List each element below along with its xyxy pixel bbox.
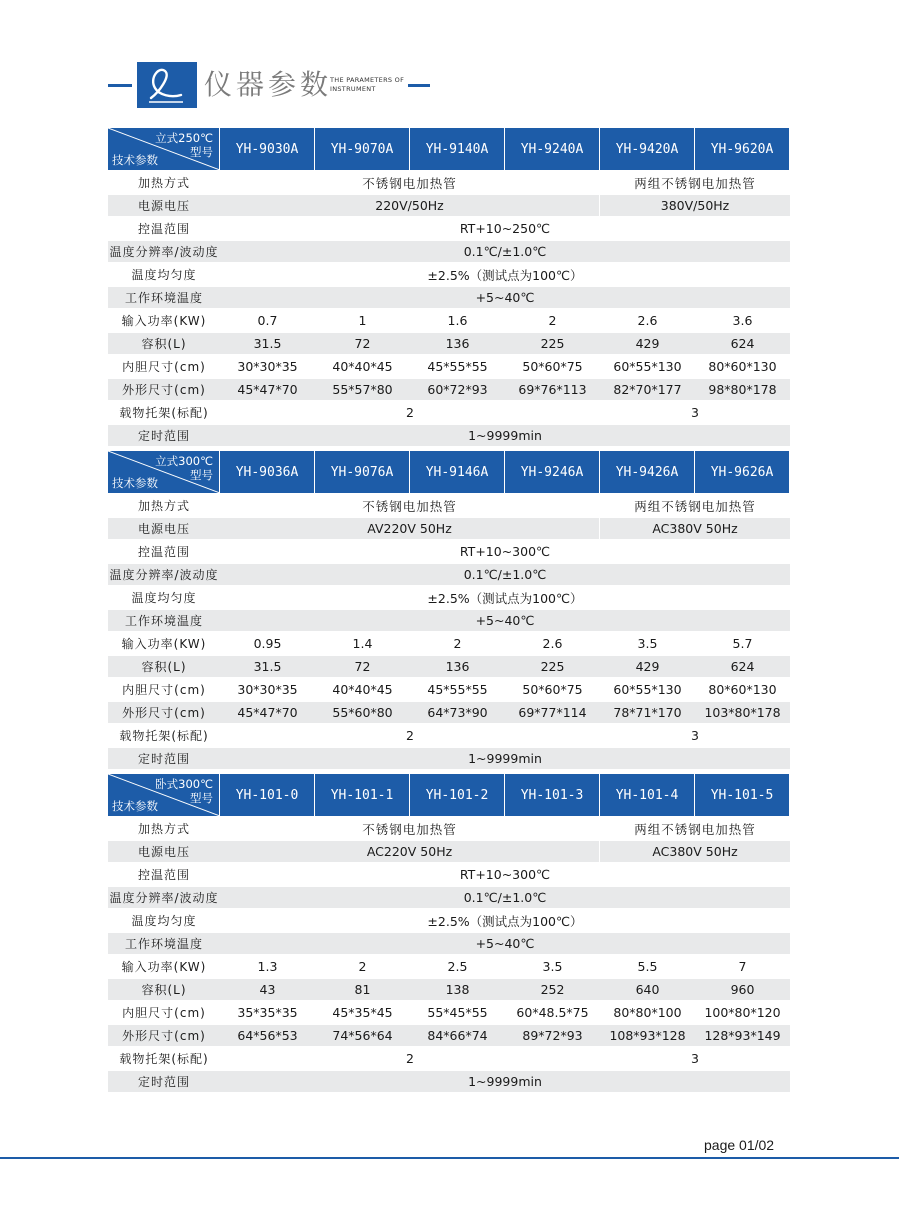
inner-value: 30*30*35 bbox=[220, 356, 315, 379]
power-value: 0.7 bbox=[220, 310, 315, 333]
uniformity-value: ±2.5%（测试点为100℃） bbox=[220, 264, 790, 287]
heating-value: 两组不锈钢电加热管 bbox=[600, 818, 790, 841]
inner-value: 60*55*130 bbox=[600, 679, 695, 702]
inner-value: 50*60*75 bbox=[505, 679, 600, 702]
spec-table bbox=[108, 451, 790, 771]
model-header: YH-9246A bbox=[505, 451, 600, 495]
table-row bbox=[108, 564, 790, 587]
row-label: 容积(L) bbox=[108, 333, 220, 356]
table-row bbox=[108, 264, 790, 287]
table-row bbox=[108, 702, 790, 725]
volume-value: 252 bbox=[505, 979, 600, 1002]
inner-value: 40*40*45 bbox=[315, 356, 410, 379]
model-header: YH-9620A bbox=[695, 128, 790, 172]
row-label: 电源电压 bbox=[108, 518, 220, 541]
row-label: 工作环境温度 bbox=[108, 610, 220, 633]
power-value: 5.5 bbox=[600, 956, 695, 979]
heating-value: 不锈钢电加热管 bbox=[220, 818, 600, 841]
row-label: 加热方式 bbox=[108, 818, 220, 841]
inner-value: 45*55*55 bbox=[410, 679, 505, 702]
model-header: YH-101-1 bbox=[315, 774, 410, 818]
param-label: 技术参数 bbox=[112, 153, 158, 167]
uniformity-value: ±2.5%（测试点为100℃） bbox=[220, 587, 790, 610]
table-row bbox=[108, 679, 790, 702]
outer-value: 60*72*93 bbox=[410, 379, 505, 402]
table-row bbox=[108, 610, 790, 633]
power-value: 2.5 bbox=[410, 956, 505, 979]
row-label: 温度分辨率/波动度 bbox=[108, 241, 220, 264]
volume-value: 960 bbox=[695, 979, 790, 1002]
model-header: YH-101-3 bbox=[505, 774, 600, 818]
resolution-value: 0.1℃/±1.0℃ bbox=[220, 887, 790, 910]
voltage-value: AV220V 50Hz bbox=[220, 518, 600, 541]
table-row bbox=[108, 1048, 790, 1071]
outer-value: 128*93*149 bbox=[695, 1025, 790, 1048]
row-label: 内胆尺寸(cm) bbox=[108, 1002, 220, 1025]
model-label: 型号 bbox=[190, 468, 213, 482]
table-row bbox=[108, 310, 790, 333]
timer-value: 1~9999min bbox=[220, 425, 790, 448]
model-header: YH-9240A bbox=[505, 128, 600, 172]
volume-value: 31.5 bbox=[220, 333, 315, 356]
timer-value: 1~9999min bbox=[220, 1071, 790, 1094]
table-row bbox=[108, 218, 790, 241]
table-row bbox=[108, 287, 790, 310]
outer-value: 82*70*177 bbox=[600, 379, 695, 402]
logo-icon bbox=[137, 62, 197, 108]
table-row bbox=[108, 725, 790, 748]
outer-value: 74*56*64 bbox=[315, 1025, 410, 1048]
row-label: 加热方式 bbox=[108, 172, 220, 195]
inner-value: 60*48.5*75 bbox=[505, 1002, 600, 1025]
table-row bbox=[108, 172, 790, 195]
outer-value: 69*76*113 bbox=[505, 379, 600, 402]
shelf-value: 2 bbox=[220, 402, 600, 425]
outer-value: 89*72*93 bbox=[505, 1025, 600, 1048]
volume-value: 72 bbox=[315, 333, 410, 356]
power-value: 2.6 bbox=[505, 633, 600, 656]
shelf-value: 3 bbox=[600, 402, 790, 425]
model-header: YH-9140A bbox=[410, 128, 505, 172]
power-value: 1.6 bbox=[410, 310, 505, 333]
table-row bbox=[108, 495, 790, 518]
table-row bbox=[108, 402, 790, 425]
volume-value: 225 bbox=[505, 333, 600, 356]
row-label: 输入功率(KW) bbox=[108, 633, 220, 656]
voltage-value: AC220V 50Hz bbox=[220, 841, 600, 864]
volume-value: 225 bbox=[505, 656, 600, 679]
outer-value: 45*47*70 bbox=[220, 379, 315, 402]
volume-value: 624 bbox=[695, 333, 790, 356]
model-header: YH-9036A bbox=[220, 451, 315, 495]
corner-cell bbox=[108, 451, 220, 495]
inner-value: 60*55*130 bbox=[600, 356, 695, 379]
row-label: 内胆尺寸(cm) bbox=[108, 356, 220, 379]
volume-value: 429 bbox=[600, 656, 695, 679]
model-header: YH-101-4 bbox=[600, 774, 695, 818]
table-row bbox=[108, 1002, 790, 1025]
oven-type-label: 卧式300℃ bbox=[155, 777, 213, 791]
power-value: 3.5 bbox=[600, 633, 695, 656]
temp-range-value: RT+10~250℃ bbox=[220, 218, 790, 241]
model-header: YH-9030A bbox=[220, 128, 315, 172]
power-value: 3.6 bbox=[695, 310, 790, 333]
table-row bbox=[108, 379, 790, 402]
outer-value: 78*71*170 bbox=[600, 702, 695, 725]
row-label: 外形尺寸(cm) bbox=[108, 702, 220, 725]
model-header: YH-9426A bbox=[600, 451, 695, 495]
page-header bbox=[0, 62, 899, 120]
model-header: YH-101-2 bbox=[410, 774, 505, 818]
inner-value: 55*45*55 bbox=[410, 1002, 505, 1025]
footer-rule bbox=[0, 1157, 899, 1159]
ambient-value: +5~40℃ bbox=[220, 933, 790, 956]
outer-value: 64*56*53 bbox=[220, 1025, 315, 1048]
inner-value: 80*80*100 bbox=[600, 1002, 695, 1025]
table-row bbox=[108, 818, 790, 841]
heating-value: 两组不锈钢电加热管 bbox=[600, 495, 790, 518]
inner-value: 35*35*35 bbox=[220, 1002, 315, 1025]
temp-range-value: RT+10~300℃ bbox=[220, 541, 790, 564]
corner-cell bbox=[108, 774, 220, 818]
outer-value: 55*60*80 bbox=[315, 702, 410, 725]
ambient-value: +5~40℃ bbox=[220, 610, 790, 633]
page-subtitle: THE PARAMETERS OF INSTRUMENT bbox=[330, 76, 405, 93]
row-label: 加热方式 bbox=[108, 495, 220, 518]
row-label: 温度均匀度 bbox=[108, 910, 220, 933]
volume-value: 136 bbox=[410, 333, 505, 356]
inner-value: 30*30*35 bbox=[220, 679, 315, 702]
spec-table bbox=[108, 128, 790, 448]
table-row bbox=[108, 425, 790, 448]
uniformity-value: ±2.5%（测试点为100℃） bbox=[220, 910, 790, 933]
heating-value: 两组不锈钢电加热管 bbox=[600, 172, 790, 195]
table-row bbox=[108, 956, 790, 979]
model-header: YH-9146A bbox=[410, 451, 505, 495]
row-label: 载物托架(标配) bbox=[108, 1048, 220, 1071]
page-number: page 01/02 bbox=[704, 1137, 775, 1153]
model-header: YH-9076A bbox=[315, 451, 410, 495]
model-header: YH-9626A bbox=[695, 451, 790, 495]
heating-value: 不锈钢电加热管 bbox=[220, 495, 600, 518]
volume-value: 640 bbox=[600, 979, 695, 1002]
power-value: 0.95 bbox=[220, 633, 315, 656]
timer-value: 1~9999min bbox=[220, 748, 790, 771]
table-row bbox=[108, 241, 790, 264]
table-row bbox=[108, 910, 790, 933]
row-label: 载物托架(标配) bbox=[108, 725, 220, 748]
power-value: 7 bbox=[695, 956, 790, 979]
table-header-row bbox=[108, 774, 790, 818]
row-label: 温度均匀度 bbox=[108, 264, 220, 287]
power-value: 1 bbox=[315, 310, 410, 333]
power-value: 1.4 bbox=[315, 633, 410, 656]
model-header: YH-101-5 bbox=[695, 774, 790, 818]
row-label: 容积(L) bbox=[108, 656, 220, 679]
row-label: 温度分辨率/波动度 bbox=[108, 887, 220, 910]
outer-value: 64*73*90 bbox=[410, 702, 505, 725]
spec-table bbox=[108, 774, 790, 1094]
row-label: 输入功率(KW) bbox=[108, 310, 220, 333]
row-label: 输入功率(KW) bbox=[108, 956, 220, 979]
table-row bbox=[108, 195, 790, 218]
inner-value: 45*55*55 bbox=[410, 356, 505, 379]
resolution-value: 0.1℃/±1.0℃ bbox=[220, 241, 790, 264]
row-label: 定时范围 bbox=[108, 1071, 220, 1094]
row-label: 容积(L) bbox=[108, 979, 220, 1002]
row-label: 工作环境温度 bbox=[108, 933, 220, 956]
table-row bbox=[108, 841, 790, 864]
inner-value: 80*60*130 bbox=[695, 679, 790, 702]
voltage-value: AC380V 50Hz bbox=[600, 841, 790, 864]
row-label: 载物托架(标配) bbox=[108, 402, 220, 425]
volume-value: 138 bbox=[410, 979, 505, 1002]
power-value: 2 bbox=[410, 633, 505, 656]
param-label: 技术参数 bbox=[112, 799, 158, 813]
ambient-value: +5~40℃ bbox=[220, 287, 790, 310]
volume-value: 136 bbox=[410, 656, 505, 679]
shelf-value: 2 bbox=[220, 725, 600, 748]
table-row bbox=[108, 1025, 790, 1048]
row-label: 控温范围 bbox=[108, 541, 220, 564]
power-value: 5.7 bbox=[695, 633, 790, 656]
outer-value: 98*80*178 bbox=[695, 379, 790, 402]
table-row bbox=[108, 333, 790, 356]
corner-cell bbox=[108, 128, 220, 172]
shelf-value: 3 bbox=[600, 1048, 790, 1071]
header-rule-right bbox=[408, 84, 430, 87]
shelf-value: 3 bbox=[600, 725, 790, 748]
header-rule-left bbox=[108, 84, 132, 87]
table-row bbox=[108, 518, 790, 541]
voltage-value: 380V/50Hz bbox=[600, 195, 790, 218]
table-row bbox=[108, 864, 790, 887]
table-row bbox=[108, 1071, 790, 1094]
model-label: 型号 bbox=[190, 145, 213, 159]
oven-type-label: 立式300℃ bbox=[155, 454, 213, 468]
model-header: YH-9070A bbox=[315, 128, 410, 172]
inner-value: 45*35*45 bbox=[315, 1002, 410, 1025]
oven-type-label: 立式250℃ bbox=[155, 131, 213, 145]
table-row bbox=[108, 933, 790, 956]
shelf-value: 2 bbox=[220, 1048, 600, 1071]
table-row bbox=[108, 656, 790, 679]
temp-range-value: RT+10~300℃ bbox=[220, 864, 790, 887]
page-title: 仪器参数 bbox=[204, 68, 333, 101]
table-header-row bbox=[108, 451, 790, 495]
resolution-value: 0.1℃/±1.0℃ bbox=[220, 564, 790, 587]
table-header-row bbox=[108, 128, 790, 172]
row-label: 外形尺寸(cm) bbox=[108, 1025, 220, 1048]
row-label: 定时范围 bbox=[108, 425, 220, 448]
volume-value: 72 bbox=[315, 656, 410, 679]
model-header: YH-9420A bbox=[600, 128, 695, 172]
volume-value: 31.5 bbox=[220, 656, 315, 679]
model-header: YH-101-0 bbox=[220, 774, 315, 818]
row-label: 控温范围 bbox=[108, 864, 220, 887]
power-value: 2 bbox=[505, 310, 600, 333]
power-value: 1.3 bbox=[220, 956, 315, 979]
row-label: 定时范围 bbox=[108, 748, 220, 771]
model-label: 型号 bbox=[190, 791, 213, 805]
outer-value: 103*80*178 bbox=[695, 702, 790, 725]
table-row bbox=[108, 748, 790, 771]
row-label: 电源电压 bbox=[108, 195, 220, 218]
power-value: 2 bbox=[315, 956, 410, 979]
table-row bbox=[108, 587, 790, 610]
volume-value: 43 bbox=[220, 979, 315, 1002]
outer-value: 108*93*128 bbox=[600, 1025, 695, 1048]
table-row bbox=[108, 541, 790, 564]
table-row bbox=[108, 633, 790, 656]
table-row bbox=[108, 887, 790, 910]
outer-value: 84*66*74 bbox=[410, 1025, 505, 1048]
row-label: 电源电压 bbox=[108, 841, 220, 864]
volume-value: 81 bbox=[315, 979, 410, 1002]
power-value: 3.5 bbox=[505, 956, 600, 979]
row-label: 温度均匀度 bbox=[108, 587, 220, 610]
voltage-value: AC380V 50Hz bbox=[600, 518, 790, 541]
row-label: 控温范围 bbox=[108, 218, 220, 241]
heating-value: 不锈钢电加热管 bbox=[220, 172, 600, 195]
row-label: 工作环境温度 bbox=[108, 287, 220, 310]
row-label: 外形尺寸(cm) bbox=[108, 379, 220, 402]
outer-value: 69*77*114 bbox=[505, 702, 600, 725]
volume-value: 624 bbox=[695, 656, 790, 679]
inner-value: 40*40*45 bbox=[315, 679, 410, 702]
table-row bbox=[108, 979, 790, 1002]
row-label: 内胆尺寸(cm) bbox=[108, 679, 220, 702]
table-row bbox=[108, 356, 790, 379]
outer-value: 55*57*80 bbox=[315, 379, 410, 402]
voltage-value: 220V/50Hz bbox=[220, 195, 600, 218]
inner-value: 80*60*130 bbox=[695, 356, 790, 379]
volume-value: 429 bbox=[600, 333, 695, 356]
row-label: 温度分辨率/波动度 bbox=[108, 564, 220, 587]
param-label: 技术参数 bbox=[112, 476, 158, 490]
outer-value: 45*47*70 bbox=[220, 702, 315, 725]
inner-value: 100*80*120 bbox=[695, 1002, 790, 1025]
inner-value: 50*60*75 bbox=[505, 356, 600, 379]
power-value: 2.6 bbox=[600, 310, 695, 333]
